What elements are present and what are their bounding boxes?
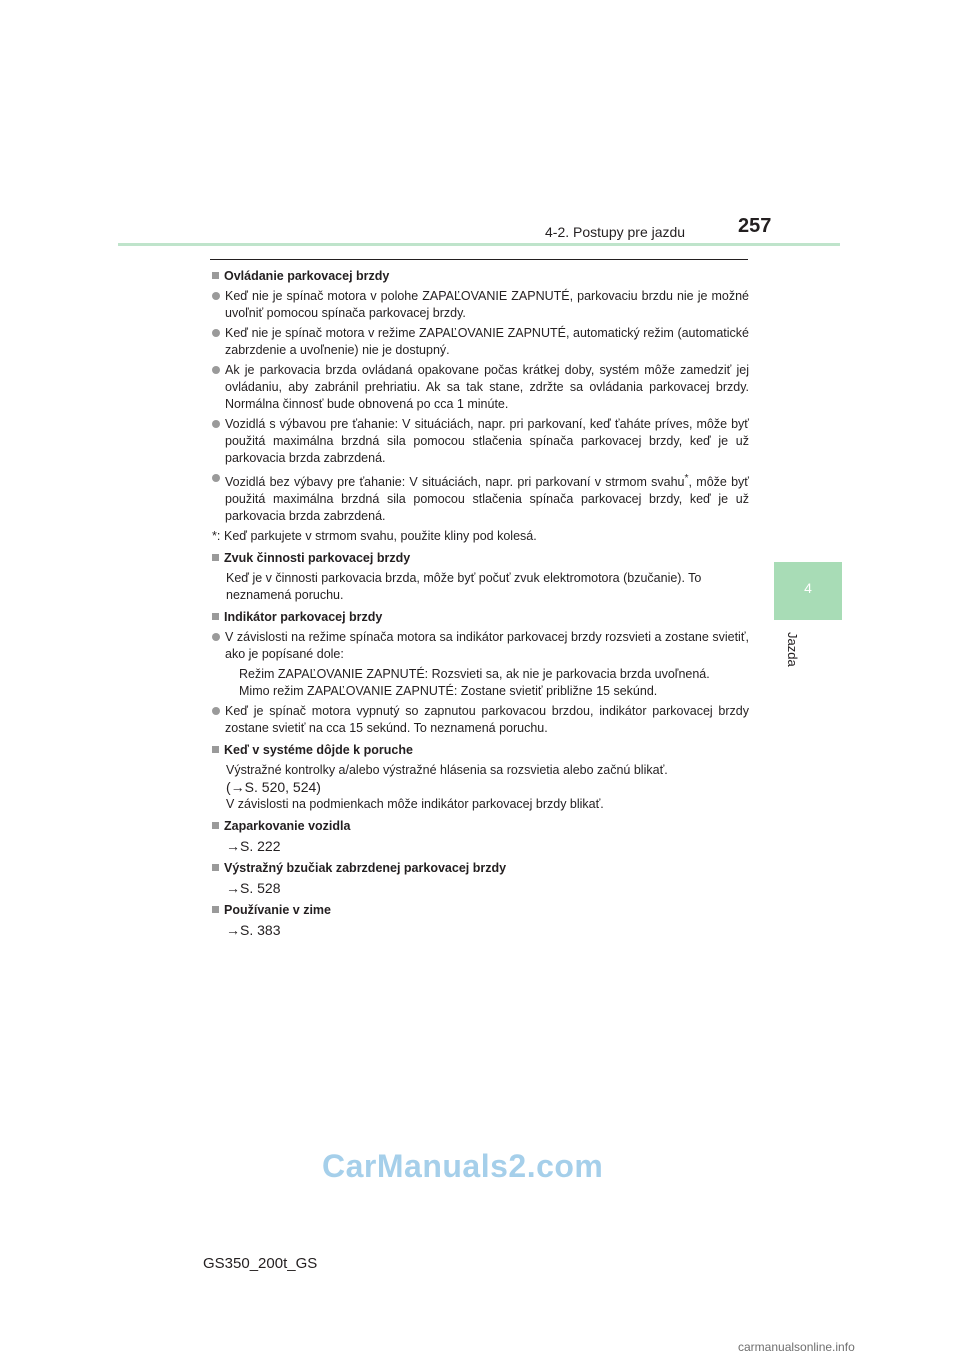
bullet-icon [212, 420, 220, 428]
square-bullet-icon [212, 906, 219, 913]
paragraph: Keď je v činnosti parkovacia brzda, môže byť počuť zvuk elektromotora (bzučanie). To neznamená poruchu. [226, 571, 702, 603]
square-bullet-icon [212, 822, 219, 829]
list-item: Keď nie je spínač motora v režime ZAPAĽOVANIE ZAPNUTÉ, automatický režim (automatické zabrzdenie a uvoľnenie) nie je dostupný. [212, 325, 749, 359]
square-bullet-icon [212, 272, 219, 279]
section-parking-brake-operation [212, 268, 749, 545]
section-title: 4-2. Postupy pre jazdu [545, 224, 686, 240]
corner-watermark: carmanualsonline.info [738, 1340, 855, 1354]
section-parking-brake-sound [212, 550, 749, 604]
list-item: Vozidlá bez výbavy pre ťahanie: V situáciách, napr. pri parkovaní v strmom svahu*, môže byť použitá maximálna brzdná sila pomocou stlačenia spínača parkovacej brzdy, keď je už parkovacia brzda zabrzdená. [212, 470, 749, 525]
section-parking-vehicle [212, 818, 749, 855]
section-brake-buzzer [212, 860, 749, 897]
sub-paragraph: Režim ZAPAĽOVANIE ZAPNUTÉ: Rozsvieti sa, ak nie je parkovacia brzda uvoľnená. Mimo režim ZAPAĽOVANIE ZAPNUTÉ: Zostane svietiť približne 15 sekúnd. [239, 667, 710, 699]
list-item: V závislosti na režime spínača motora sa indikátor parkovacej brzdy rozsvieti a zostane svietiť, ako je popísané dole: [212, 629, 749, 663]
header-rule [118, 243, 840, 246]
footnote-star: * [684, 473, 689, 484]
list-item: Keď nie je spínač motora v polohe ZAPAĽOVANIE ZAPNUTÉ, parkovaciu brzdu nie je možné uvoľniť pomocou spínača parkovacej brzdy. [212, 288, 749, 322]
bullet-icon [212, 366, 220, 374]
content-top-rule [210, 259, 748, 260]
page-reference[interactable]: →S. 528 [226, 880, 281, 897]
square-bullet-icon [212, 864, 219, 871]
watermark-logo: CarManuals2.com [322, 1148, 604, 1184]
bullet-icon [212, 292, 220, 300]
section-heading: Keď v systéme dôjde k poruche [224, 743, 413, 758]
square-bullet-icon [212, 613, 219, 620]
chapter-tab [774, 562, 842, 620]
square-bullet-icon [212, 554, 219, 561]
page-reference[interactable]: →S. 383 [226, 922, 281, 939]
section-heading: Ovládanie parkovacej brzdy [224, 269, 390, 283]
square-bullet-icon [212, 746, 219, 753]
list-item: Keď je spínač motora vypnutý so zapnutou parkovacou brzdou, indikátor parkovacej brzdy zostane svietiť na cca 15 sekúnd. To neznamená poruchu. [212, 703, 749, 737]
chapter-number: 4 [804, 580, 812, 596]
footer-model: GS350_200t_GS [203, 1255, 318, 1272]
list-item: Ak je parkovacia brzda ovládaná opakovane počas krátkej doby, systém môže zamedziť jej ovládaniu, aby zabránil prehriatiu. Ak sa tak stane, zdržte sa ovládania parkovacej brzdy. Normálna činnosť bude obnovená po cca 1 minúte. [212, 362, 749, 413]
page-number: 257 [738, 215, 772, 237]
page-content [212, 268, 749, 944]
chapter-label: Jazda [785, 632, 800, 667]
page-reference[interactable]: (→S. 520, 524) [226, 779, 321, 796]
section-heading: Zaparkovanie vozidla [224, 819, 351, 834]
section-heading: Výstražný bzučiak zabrzdenej parkovacej brzdy [224, 861, 507, 876]
section-parking-brake-indicator [212, 609, 749, 737]
section-heading: Zvuk činnosti parkovacej brzdy [224, 551, 411, 566]
section-heading: Používanie v zime [224, 903, 331, 918]
page-reference[interactable]: →S. 222 [226, 838, 281, 855]
footnote: *: Keď parkujete v strmom svahu, použite kliny pod kolesá. [212, 529, 537, 544]
paragraph: Výstražné kontrolky a/alebo výstražné hlásenia sa rozsvietia alebo začnú blikať. (→S. 520, 524) V závislosti na podmienkach môže indikátor parkovacej brzdy blikať. [212, 762, 749, 813]
bullet-icon [212, 633, 220, 641]
list-item: Vozidlá s výbavou pre ťahanie: V situáciách, napr. pri parkovaní, keď ťaháte príves, môže byť použitá maximálna brzdná sila pomocou stlačenia spínača parkovacej brzdy, keď je už parkovacia brzda zabrzdená. [212, 416, 749, 467]
section-system-malfunction [212, 742, 749, 813]
bullet-icon [212, 329, 220, 337]
section-winter-use [212, 902, 749, 939]
section-heading: Indikátor parkovacej brzdy [224, 610, 383, 625]
bullet-icon [212, 474, 220, 482]
bullet-icon [212, 707, 220, 715]
